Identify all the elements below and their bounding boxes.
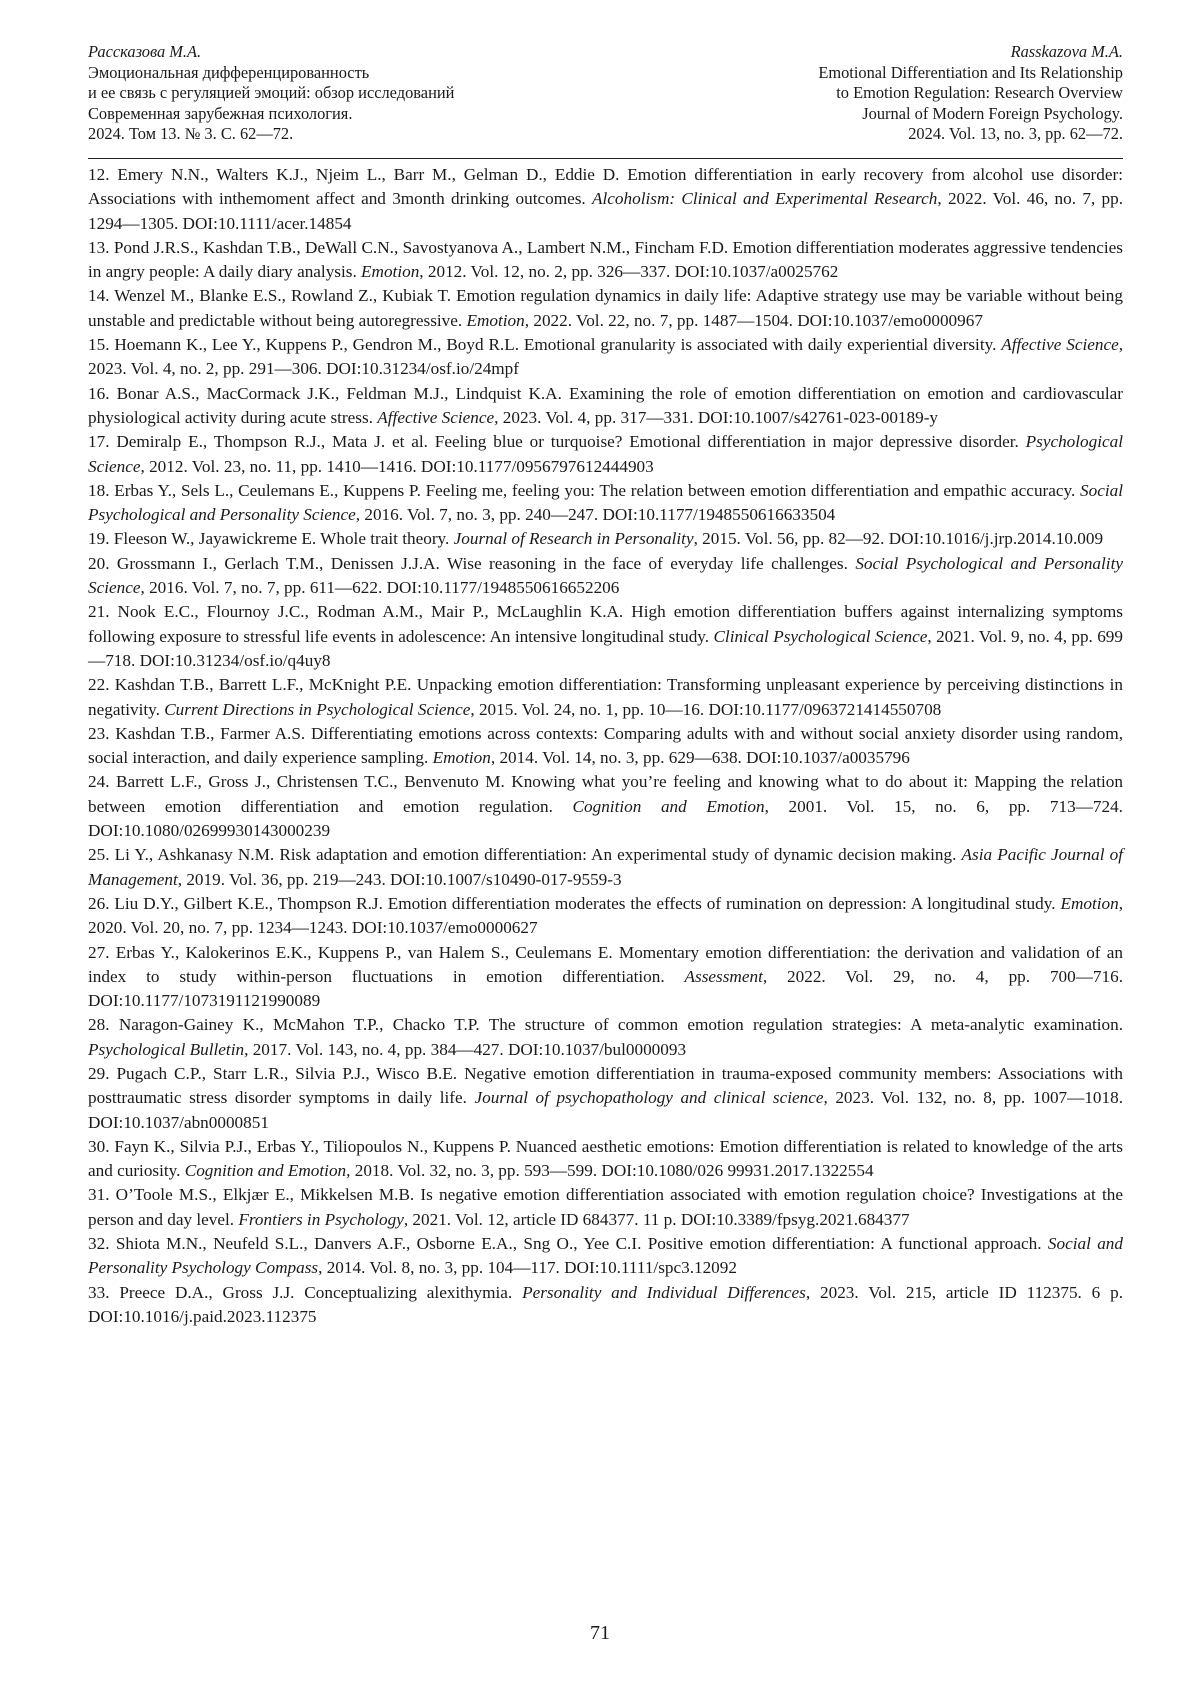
- reference-details: , 2016. Vol. 7, no. 3, pp. 240—247. DOI:10.1177/1948550616633504: [356, 505, 836, 524]
- reference-details: , 2012. Vol. 23, no. 11, pp. 1410—1416. DOI:10.1177/0956797612444903: [140, 457, 653, 476]
- header-russian: [88, 42, 454, 145]
- reference-entry: [88, 163, 1123, 236]
- reference-text: 23. Kashdan T.B., Farmer A.S. Differentiating emotions across contexts: Comparing adults with and without social anxiety disorder using random, social interaction, and daily experience sampling.: [88, 724, 1123, 767]
- reference-details: , 2023. Vol. 215, article ID 112375. 6 p. DOI:10.1016/j.paid.2023.112375: [88, 1283, 1123, 1326]
- reference-journal: Cognition and Emotion,: [185, 1161, 351, 1180]
- reference-journal: Clinical Psychological Science: [713, 627, 927, 646]
- reference-journal: Personality and Individual Differences: [522, 1283, 806, 1302]
- reference-text: 32. Shiota M.N., Neufeld S.L., Danvers A.F., Osborne E.A., Sng O., Yee C.I. Positive emotion differentiation: A functional approach.: [88, 1234, 1048, 1253]
- reference-text: 26. Liu D.Y., Gilbert K.E., Thompson R.J. Emotion differentiation moderates the effects of rumination on depression: A longitudinal study.: [88, 894, 1060, 913]
- reference-text: 25. Li Y., Ashkanasy N.M. Risk adaptation and emotion differentiation: An experimental study of dynamic decision making.: [88, 845, 962, 864]
- reference-details: , 2017. Vol. 143, no. 4, pp. 384—427. DOI:10.1037/bul0000093: [244, 1040, 686, 1059]
- reference-details: , 2016. Vol. 7, no. 7, pp. 611—622. DOI:10.1177/1948550616652206: [140, 578, 619, 597]
- reference-journal: Affective Science: [1001, 335, 1118, 354]
- reference-journal: Asia Pacific Journal of Management: [88, 845, 1123, 888]
- reference-entry: [88, 843, 1123, 892]
- reference-entry: [88, 430, 1123, 479]
- reference-details: , 2001. Vol. 15, no. 6, pp. 713—724. DOI:10.1080/02699930143000239: [88, 797, 1123, 840]
- reference-entry: [88, 941, 1123, 1014]
- reference-journal: Emotion: [467, 311, 525, 330]
- reference-details: , 2014. Vol. 8, no. 3, pp. 104—117. DOI:10.1111/spc3.12092: [318, 1258, 737, 1277]
- header-author-ru: Рассказова М.А.: [88, 42, 454, 63]
- reference-entry: [88, 479, 1123, 528]
- reference-journal: Emotion: [361, 262, 419, 281]
- reference-text: 31. O’Toole M.S., Elkjær E., Mikkelsen M.B. Is negative emotion differentiation associated with emotion regulation choice? Investigations at the person and day level.: [88, 1185, 1123, 1228]
- header-divider: [88, 158, 1123, 159]
- header-title-en-line1: Emotional Differentiation and Its Relationship: [818, 63, 1123, 84]
- reference-journal: Journal of Research in Personality: [454, 529, 694, 548]
- reference-entry: [88, 1135, 1123, 1184]
- header-journal-ru: Современная зарубежная психология.: [88, 104, 454, 125]
- reference-details: , 2023. Vol. 4, no. 2, pp. 291—306. DOI:10.31234/osf.io/24mpf: [88, 335, 1123, 378]
- reference-details: , 2022. Vol. 29, no. 4, pp. 700—716. DOI:10.1177/1073191121990089: [88, 967, 1123, 1010]
- reference-entry: [88, 770, 1123, 843]
- reference-details: 2018. Vol. 32, no. 3, pp. 593—599. DOI:10.1080/026 99931.2017.1322554: [350, 1161, 873, 1180]
- reference-details: , 2015. Vol. 24, no. 1, pp. 10—16. DOI:10.1177/0963721414550708: [470, 700, 941, 719]
- reference-text: 15. Hoemann K., Lee Y., Kuppens P., Gendron M., Boyd R.L. Emotional granularity is associated with daily experiential diversity.: [88, 335, 1001, 354]
- reference-text: 22. Kashdan T.B., Barrett L.F., McKnight P.E. Unpacking emotion differentiation: Transforming unpleasant experience by perceiving distinctions in negativity.: [88, 675, 1123, 718]
- reference-text: 24. Barrett L.F., Gross J., Christensen T.C., Benvenuto M. Knowing what you’re feeling and knowing what to do about it: Mapping the relation between emotion differentiation and emotion regulation.: [88, 772, 1123, 815]
- reference-entry: [88, 333, 1123, 382]
- reference-details: , 2022. Vol. 22, no. 7, pp. 1487—1504. DOI:10.1037/emo0000967: [525, 311, 983, 330]
- reference-text: 21. Nook E.C., Flournoy J.C., Rodman A.M., Mair P., McLaughlin K.A. High emotion differentiation buffers against internalizing symptoms following exposure to stressful life events in adolescence: An intensive longitudinal study.: [88, 602, 1123, 645]
- reference-details: , 2023. Vol. 4, pp. 317—331. DOI:10.1007/s42761-023-00189-y: [494, 408, 938, 427]
- reference-text: 14. Wenzel M., Blanke E.S., Rowland Z., Kubiak T. Emotion regulation dynamics in daily life: Adaptive strategy use may be variable without being unstable and predictable without being autoregressive.: [88, 286, 1123, 329]
- reference-entry: [88, 722, 1123, 771]
- reference-details: , 2021. Vol. 12, article ID 684377. 11 p. DOI:10.3389/fpsyg.2021.684377: [404, 1210, 910, 1229]
- reference-journal: Affective Science: [377, 408, 494, 427]
- reference-text: 28. Naragon-Gainey K., McMahon T.P., Chacko T.P. The structure of common emotion regulation strategies: A meta-analytic examination.: [88, 1015, 1123, 1034]
- header-journal-en: Journal of Modern Foreign Psychology.: [862, 104, 1123, 125]
- reference-entry: [88, 600, 1123, 673]
- reference-entry: [88, 1062, 1123, 1135]
- reference-journal: Emotion: [1060, 894, 1118, 913]
- reference-entry: [88, 284, 1123, 333]
- reference-journal: Frontiers in Psychology: [238, 1210, 403, 1229]
- reference-entry: [88, 673, 1123, 722]
- reference-text: 20. Grossmann I., Gerlach T.M., Denissen J.J.A. Wise reasoning in the face of everyday life challenges.: [88, 554, 855, 573]
- reference-text: 33. Preece D.A., Gross J.J. Conceptualizing alexithymia.: [88, 1283, 522, 1302]
- header-title-en-line2: to Emotion Regulation: Research Overview: [836, 83, 1123, 104]
- reference-details: , 2019. Vol. 36, pp. 219—243. DOI:10.1007/s10490-017-9559-3: [178, 870, 622, 889]
- reference-journal: Emotion: [433, 748, 491, 767]
- reference-text: 13. Pond J.R.S., Kashdan T.B., DeWall C.N., Savostyanova A., Lambert N.M., Fincham F.D. Emotion differentiation moderates aggressive tendencies in angry people: A daily diary analysis.: [88, 238, 1123, 281]
- header-english: [818, 42, 1123, 145]
- reference-entry: [88, 527, 1123, 551]
- header-title-ru-line1: Эмоциональная дифференцированность: [88, 63, 454, 84]
- reference-entry: [88, 1232, 1123, 1281]
- reference-details: , 2023. Vol. 132, no. 8, pp. 1007—1018. DOI:10.1037/abn0000851: [88, 1088, 1123, 1131]
- reference-details: , 2022. Vol. 46, no. 7, pp. 1294—1305. DOI:10.1111/acer.14854: [88, 189, 1123, 232]
- reference-details: , 2020. Vol. 20, no. 7, pp. 1234—1243. DOI:10.1037/emo0000627: [88, 894, 1123, 937]
- reference-text: 29. Pugach C.P., Starr L.R., Silvia P.J., Wisco B.E. Negative emotion differentiation in trauma-exposed community members: Associations with posttraumatic stress disorder symptoms in daily life.: [88, 1064, 1123, 1107]
- reference-entry: [88, 236, 1123, 285]
- reference-entry: [88, 1013, 1123, 1062]
- reference-text: 18. Erbas Y., Sels L., Ceulemans E., Kuppens P. Feeling me, feeling you: The relation between emotion differentiation and empathic accuracy.: [88, 481, 1080, 500]
- reference-journal: Current Directions in Psychological Science: [164, 700, 470, 719]
- reference-entry: [88, 892, 1123, 941]
- reference-details: , 2014. Vol. 14, no. 3, pp. 629—638. DOI:10.1037/a0035796: [491, 748, 910, 767]
- reference-text: 16. Bonar A.S., MacCormack J.K., Feldman M.J., Lindquist K.A. Examining the role of emotion differentiation on emotion and cardiovascular physiological activity during acute stress.: [88, 384, 1123, 427]
- reference-text: 19. Fleeson W., Jayawickreme E. Whole trait theory.: [88, 529, 454, 548]
- reference-entry: [88, 552, 1123, 601]
- reference-text: 27. Erbas Y., Kalokerinos E.K., Kuppens P., van Halem S., Ceulemans E. Momentary emotion differentiation: the derivation and validation of an index to study within-person fluctuations in emotion differentiation.: [88, 943, 1123, 986]
- running-header: [88, 42, 1123, 145]
- header-author-en: Rasskazova M.A.: [1011, 42, 1123, 63]
- reference-text: 12. Emery N.N., Walters K.J., Njeim L., Barr M., Gelman D., Eddie D. Emotion differentiation in early recovery from alcohol use disorder: Associations with inthemoment affect and 3month drinking outcomes.: [88, 165, 1123, 208]
- reference-text: 30. Fayn K., Silvia P.J., Erbas Y., Tiliopoulos N., Kuppens P. Nuanced aesthetic emotions: Emotion differentiation is related to knowledge of the arts and curiosity.: [88, 1137, 1123, 1180]
- reference-journal: Alcoholism: Clinical and Experimental Research: [592, 189, 937, 208]
- header-issue-ru: 2024. Том 13. № 3. С. 62—72.: [88, 124, 454, 145]
- reference-details: , 2015. Vol. 56, pp. 82—92. DOI:10.1016/j.jrp.2014.10.009: [694, 529, 1104, 548]
- page-number: 71: [0, 1622, 1200, 1645]
- reference-journal: Journal of psychopathology and clinical science: [475, 1088, 824, 1107]
- reference-entry: [88, 1183, 1123, 1232]
- reference-journal: Cognition and Emotion: [573, 797, 765, 816]
- reference-journal: Psychological Science: [88, 432, 1123, 475]
- reference-journal: Social and Personality Psychology Compass: [88, 1234, 1123, 1277]
- reference-journal: Social Psychological and Personality Science: [88, 554, 1123, 597]
- reference-details: , 2012. Vol. 12, no. 2, pp. 326—337. DOI:10.1037/a0025762: [419, 262, 838, 281]
- reference-entry: [88, 1281, 1123, 1330]
- reference-journal: Social Psychological and Personality Science: [88, 481, 1123, 524]
- reference-entry: [88, 382, 1123, 431]
- reference-journal: Assessment: [685, 967, 763, 986]
- header-title-ru-line2: и ее связь с регуляцией эмоций: обзор исследований: [88, 83, 454, 104]
- reference-list: [88, 163, 1123, 1329]
- reference-journal: Psychological Bulletin: [88, 1040, 244, 1059]
- header-issue-en: 2024. Vol. 13, no. 3, pp. 62—72.: [908, 124, 1123, 145]
- reference-text: 17. Demiralp E., Thompson R.J., Mata J. et al. Feeling blue or turquoise? Emotional differentiation in major depressive disorder.: [88, 432, 1026, 451]
- reference-details: , 2021. Vol. 9, no. 4, pp. 699—718. DOI:10.31234/osf.io/q4uy8: [88, 627, 1123, 670]
